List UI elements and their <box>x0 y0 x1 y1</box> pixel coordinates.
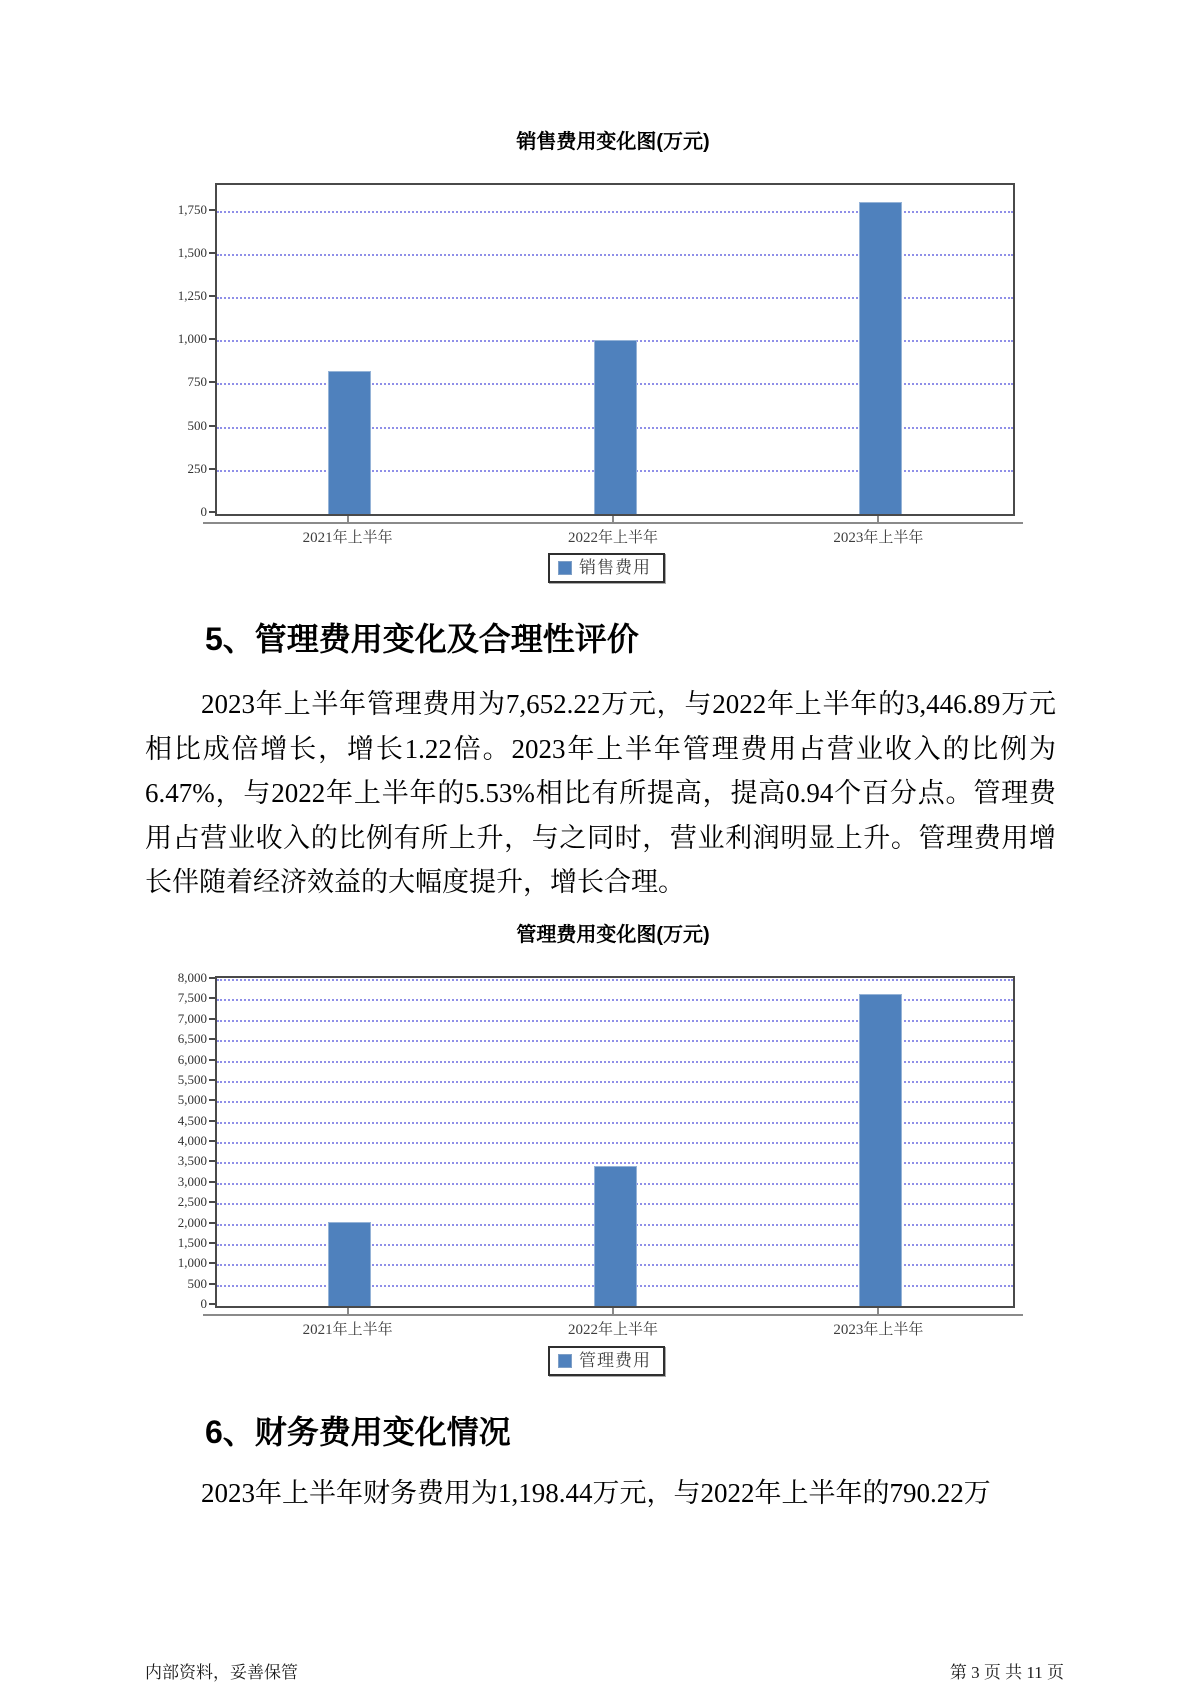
y-tick-label: 1,500 <box>177 1234 207 1250</box>
section-heading-6: 6、财务费用变化情况 <box>205 1414 511 1450</box>
bar <box>859 994 902 1306</box>
legend-color-swatch <box>558 1354 572 1368</box>
bar <box>859 202 902 514</box>
x-tick-mark <box>612 1308 614 1314</box>
x-tick-mark <box>877 1308 879 1314</box>
y-tick-label: 1,750 <box>177 201 207 217</box>
y-tick-mark <box>209 1222 215 1224</box>
legend-label: 销售费用 <box>579 558 651 577</box>
chart-title: 管理费用变化图(万元) <box>516 924 710 946</box>
y-tick-mark <box>209 1242 215 1244</box>
y-tick-mark <box>209 338 215 340</box>
legend-box <box>548 1346 665 1376</box>
y-tick-label: 8,000 <box>177 970 207 986</box>
x-axis-label: 2021年上半年 <box>302 530 393 546</box>
x-axis-label: 2023年上半年 <box>833 530 924 546</box>
legend-box <box>548 553 665 583</box>
y-tick-label: 3,000 <box>177 1173 207 1189</box>
y-tick-mark <box>209 295 215 297</box>
chart-title: 销售费用变化图(万元) <box>516 131 710 153</box>
x-axis-label: 2022年上半年 <box>567 530 659 546</box>
y-tick-label: 1,000 <box>177 331 207 347</box>
y-tick-mark <box>209 1262 215 1264</box>
y-tick-label: 0 <box>200 1296 207 1311</box>
y-tick-label: 500 <box>187 1275 207 1291</box>
y-tick-label: 7,500 <box>177 990 207 1006</box>
section-paragraph-5: 2023年上半年管理费用为7,652.22万元，与2022年上半年的3,446.89万元相比成倍增长，增长1.22倍。2023年上半年管理费用占营业收入的比例为6.47%，与2022年上半年的5.53%相比有所提高，提高0.94个百分点。管理费用占营业收入的比例有所上升，与之同时，营业利润明显上升。管理费用增长伴随着经济效益的大幅度提升，增长合理。 <box>145 689 1056 897</box>
admin-expense-chart <box>145 911 1056 1397</box>
y-tick-mark <box>209 1059 215 1061</box>
y-tick-mark <box>209 252 215 254</box>
y-tick-mark <box>209 209 215 211</box>
y-tick-label: 0 <box>200 504 207 519</box>
sales-expense-chart <box>145 118 1056 598</box>
y-tick-label: 1,250 <box>177 288 207 304</box>
y-tick-mark <box>209 1201 215 1203</box>
y-tick-label: 750 <box>187 374 207 390</box>
x-tick-mark <box>612 516 614 522</box>
y-tick-mark <box>209 511 215 513</box>
y-tick-mark <box>209 1079 215 1081</box>
y-tick-mark <box>209 1099 215 1101</box>
y-tick-label: 6,000 <box>177 1051 207 1067</box>
y-tick-label: 1,500 <box>177 244 207 260</box>
y-tick-mark <box>209 1120 215 1122</box>
y-tick-mark <box>209 977 215 979</box>
x-axis-label: 2023年上半年 <box>833 1322 924 1338</box>
y-tick-label: 5,500 <box>177 1071 207 1087</box>
bar <box>328 371 371 514</box>
y-tick-mark <box>209 1160 215 1162</box>
y-tick-label: 250 <box>187 460 207 476</box>
x-axis-line <box>203 1314 1023 1316</box>
y-tick-mark <box>209 1283 215 1285</box>
footer-confidential-note: 内部资料，妥善保管 <box>145 1663 298 1682</box>
x-tick-mark <box>877 516 879 522</box>
plot-area <box>215 976 1015 1308</box>
x-axis-label: 2022年上半年 <box>567 1322 659 1338</box>
y-tick-mark <box>209 468 215 470</box>
y-tick-label: 4,500 <box>177 1112 207 1128</box>
y-tick-mark <box>209 1303 215 1305</box>
y-gridline <box>217 979 1013 981</box>
section-paragraph-6: 2023年上半年财务费用为1,198.44万元，与2022年上半年的790.22万 <box>201 1478 991 1508</box>
y-tick-mark <box>209 381 215 383</box>
y-tick-label: 2,000 <box>177 1214 207 1230</box>
y-tick-label: 5,000 <box>177 1092 207 1108</box>
y-tick-mark <box>209 1018 215 1020</box>
plot-area <box>215 183 1015 516</box>
y-tick-mark <box>209 1181 215 1183</box>
y-tick-mark <box>209 1038 215 1040</box>
y-tick-label: 6,500 <box>177 1031 207 1047</box>
bar <box>594 340 637 514</box>
y-tick-label: 4,000 <box>177 1133 207 1149</box>
y-tick-label: 7,000 <box>177 1010 207 1026</box>
x-axis-label: 2021年上半年 <box>302 1322 393 1338</box>
x-tick-mark <box>347 516 349 522</box>
y-tick-label: 3,500 <box>177 1153 207 1169</box>
legend-color-swatch <box>558 561 572 575</box>
section-heading-5: 5、管理费用变化及合理性评价 <box>205 621 639 657</box>
legend-label: 管理费用 <box>579 1351 651 1370</box>
y-tick-mark <box>209 1140 215 1142</box>
y-tick-label: 500 <box>187 417 207 433</box>
x-tick-mark <box>347 1308 349 1314</box>
y-tick-mark <box>209 997 215 999</box>
x-axis-line <box>203 522 1023 524</box>
bar <box>328 1222 371 1306</box>
footer-page-number: 第 3 页 共 11 页 <box>949 1663 1064 1682</box>
y-tick-label: 1,000 <box>177 1255 207 1271</box>
bar <box>594 1166 637 1306</box>
y-tick-mark <box>209 425 215 427</box>
y-tick-label: 2,500 <box>177 1194 207 1210</box>
